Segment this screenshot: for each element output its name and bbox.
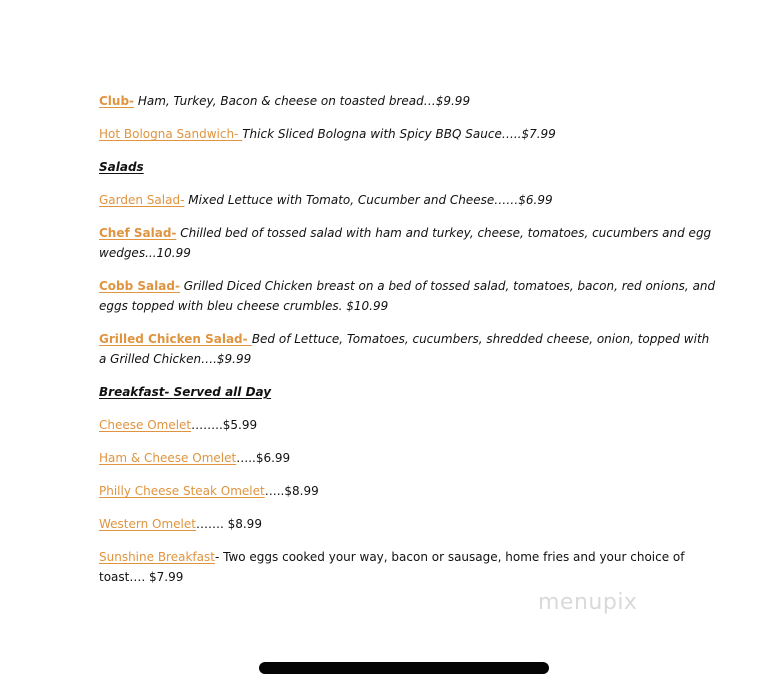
item-description: Bed of Lettuce, Tomatoes, cucumbers, shredded cheese, onion, topped with a Grilled Chicken….$9.99	[99, 332, 710, 366]
menu-item-chef-salad	[99, 223, 719, 263]
menupix-watermark: menupix	[538, 590, 638, 615]
item-name: Hot Bologna Sandwich-	[99, 127, 243, 141]
item-description: Grilled Diced Chicken breast on a bed of tossed salad, tomatoes, bacon, red onions, and eggs topped with bleu cheese crumbles. $10.99	[99, 279, 716, 313]
home-indicator-bar[interactable]	[259, 662, 549, 674]
item-description: ……. $8.99	[195, 517, 262, 531]
item-name: Ham & Cheese Omelet	[99, 451, 237, 465]
item-description: …..$6.99	[236, 451, 291, 465]
menu-item-philly-omelet	[99, 481, 719, 501]
menu-item-ham-cheese-omelet	[99, 448, 719, 468]
menu-item-grilled-chicken-salad	[99, 329, 719, 369]
menu-item-club	[99, 91, 719, 111]
item-description: ……..$5.99	[191, 418, 258, 432]
item-name: Sunshine Breakfast	[99, 550, 215, 564]
menu-page	[99, 91, 719, 600]
section-heading-salads: Salads	[99, 160, 144, 174]
menu-item-western-omelet	[99, 514, 719, 534]
item-name: Garden Salad-	[99, 193, 185, 207]
item-description: Thick Sliced Bologna with Spicy BBQ Sauce…..$7.99	[242, 127, 556, 141]
item-name: Cheese Omelet	[99, 418, 192, 432]
item-description: …..$8.99	[264, 484, 319, 498]
section-heading-breakfast: Breakfast- Served all Day	[99, 385, 272, 399]
item-description: Mixed Lettuce with Tomato, Cucumber and Cheese……$6.99	[184, 193, 553, 207]
menu-item-sunshine-breakfast	[99, 547, 719, 587]
item-name: Philly Cheese Steak Omelet	[99, 484, 265, 498]
item-name: Chef Salad-	[99, 226, 177, 240]
item-name: Cobb Salad-	[99, 279, 180, 293]
item-description: Chilled bed of tossed salad with ham and turkey, cheese, tomatoes, cucumbers and egg wedges...10.99	[99, 226, 712, 260]
item-description: - Two eggs cooked your way, bacon or sausage, home fries and your choice of toast…. $7.99	[99, 550, 685, 584]
menu-item-cheese-omelet	[99, 415, 719, 435]
item-description: Ham, Turkey, Bacon & cheese on toasted bread…$9.99	[134, 94, 471, 108]
menu-item-cobb-salad	[99, 276, 719, 316]
item-name: Western Omelet	[99, 517, 196, 531]
item-name: Club-	[99, 94, 135, 108]
menu-item-hot-bologna	[99, 124, 719, 144]
item-name: Grilled Chicken Salad-	[99, 332, 252, 346]
menu-item-garden-salad	[99, 190, 719, 210]
